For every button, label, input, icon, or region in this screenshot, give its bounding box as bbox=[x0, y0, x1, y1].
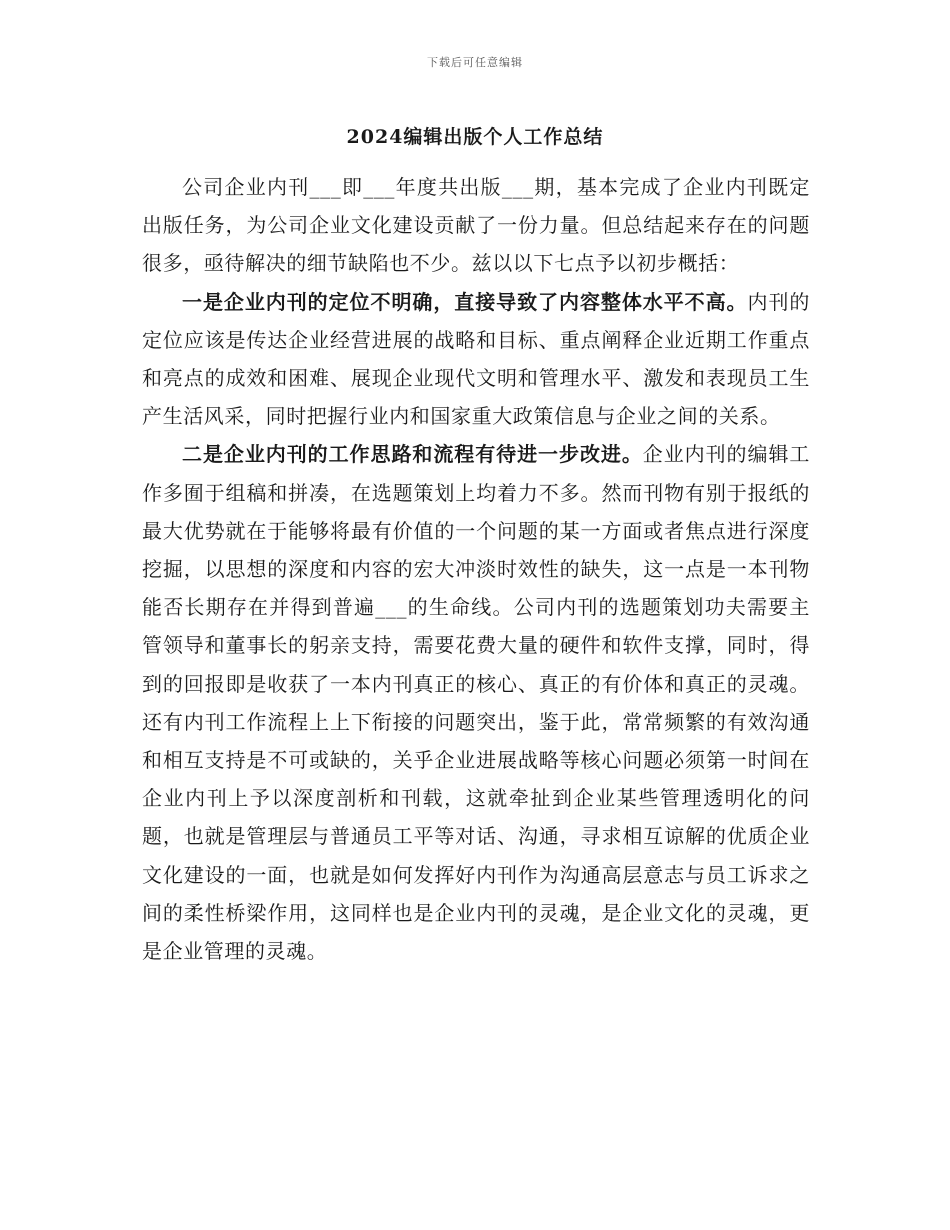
paragraph-text: 内刊的定位应该是传达企业经营进展的战略和目标、重点阐释企业近期工作重点和亮点的成效和困难、展现企业现代文明和管理水平、激发和表现员工生产生活风采，同时把握行业内和国家重大政策信息与企业之间的关系。 bbox=[142, 289, 810, 429]
document-body bbox=[142, 168, 810, 970]
paragraph-lead: 一是企业内刊的定位不明确，直接导致了内容整体水平不高。 bbox=[182, 289, 748, 314]
paragraph-point-two bbox=[142, 435, 810, 970]
paragraph-lead: 二是企业内刊的工作思路和流程有待进一步改进。 bbox=[182, 442, 643, 467]
paragraph-text: 企业内刊的编辑工作多囿于组稿和拼凑，在选题策划上均着力不多。然而刊物有别于报纸的最大优势就在于能够将最有价值的一个问题的某一方面或者焦点进行深度挖掘，以思想的深度和内容的宏大冲淡时效性的缺失，这一点是一本刊物能否长期存在并得到普遍___的生命线。公司内刊的选题策划功夫需要主管领导和董事长的躬亲支持，需要花费大量的硬件和软件支撑，同时，得到的回报即是收获了一本内刊真正的核心、真正的有价体和真正的灵魂。还有内刊工作流程上上下衔接的问题突出，鉴于此，常常频繁的有效沟通和相互支持是不可或缺的，关乎企业进展战略等核心问题必须第一时间在企业内刊上予以深度剖析和刊载，这就牵扯到企业某些管理透明化的问题，也就是管理层与普通员工平等对话、沟通，寻求相互谅解的优质企业文化建设的一面，也就是如何发挥好内刊作为沟通高层意志与员工诉求之间的柔性桥梁作用，这同样也是企业内刊的灵魂，是企业文化的灵魂，更是企业管理的灵魂。 bbox=[142, 442, 810, 964]
header-note: 下载后可任意编辑 bbox=[427, 56, 523, 69]
document-title: 2024编辑出版个人工作总结 bbox=[346, 126, 604, 148]
paragraph-point-one bbox=[142, 283, 810, 436]
paragraph-text: 公司企业内刊___即___年度共出版___期，基本完成了企业内刊既定出版任务，为公司企业文化建设贡献了一份力量。但总结起来存在的问题很多，亟待解决的细节缺陷也不少。兹以以下七点予以初步概括： bbox=[142, 175, 810, 276]
paragraph-intro bbox=[142, 168, 810, 283]
